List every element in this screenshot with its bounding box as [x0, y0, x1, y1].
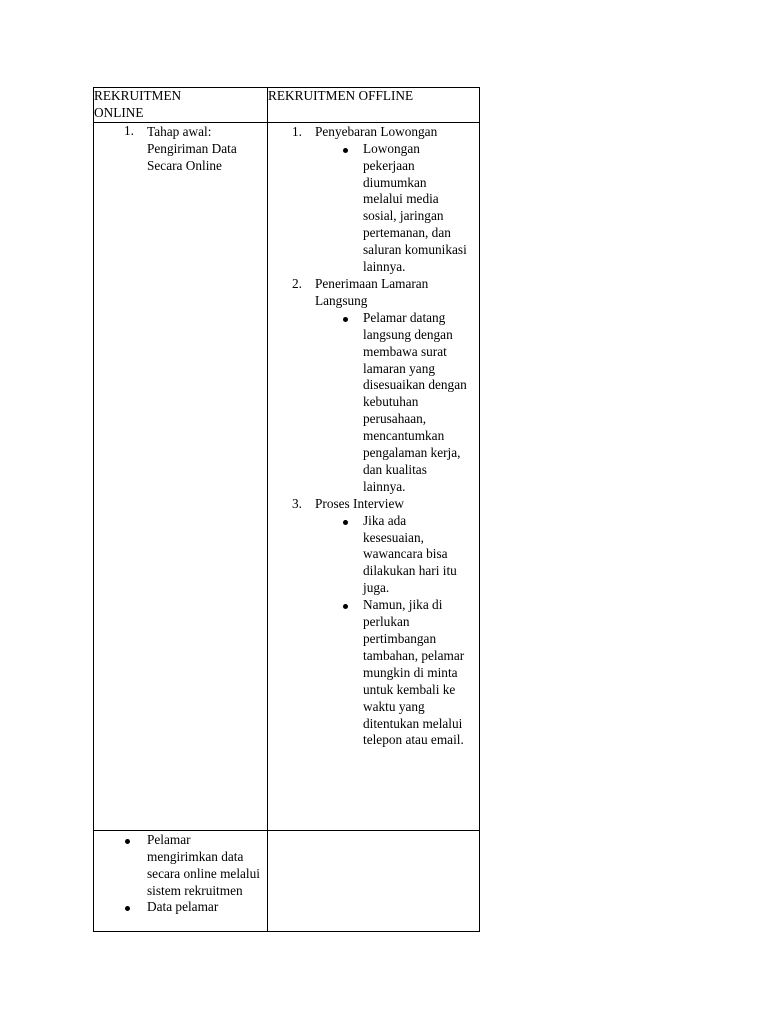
- offline-step-3-bullet-1: [268, 513, 471, 598]
- recruitment-comparison-table: [93, 87, 480, 932]
- bullet-icon: [343, 148, 348, 153]
- bullet-icon: [343, 604, 348, 609]
- offline-step-2-bullet-1-text: Pelamar datang langsung dengan membawa surat lamaran yang disesuaikan dengan kebutuhan perusahaan, mencantumkan pengalaman kerja, dan kualitas lainnya.: [363, 309, 467, 494]
- bullet-icon: [125, 839, 130, 844]
- offline-step-2-bullet-1: [268, 310, 473, 496]
- offline-step-1-bullet-1: [268, 141, 473, 276]
- bullet-icon: [125, 906, 130, 911]
- steps-row: [94, 122, 480, 830]
- online-bullets-cell: [94, 830, 268, 931]
- offline-step-1-number: 1.: [292, 123, 302, 139]
- offline-step-3-title: Proses Interview: [315, 495, 404, 511]
- online-bullet-1: [94, 832, 267, 900]
- online-step-1-number: 1.: [124, 122, 134, 138]
- offline-step-3-number: 3.: [292, 495, 302, 511]
- online-steps-cell: [94, 122, 268, 830]
- offline-empty-cell: [268, 830, 480, 931]
- online-step-1-text: Tahap awal: Pengiriman Data Secara Online: [147, 123, 237, 173]
- offline-step-list: [268, 123, 479, 750]
- offline-step-2-title: Penerimaan Lamaran Langsung: [315, 275, 429, 308]
- offline-step-2: [268, 276, 455, 310]
- online-bullet-1-text: Pelamar mengirimkan data secara online melalui sistem rekruitmen: [147, 831, 260, 898]
- header-online-label: REKRUITMEN ONLINE: [94, 88, 182, 120]
- offline-steps-cell: [268, 122, 480, 830]
- online-step-1: [94, 123, 265, 175]
- online-bullet-2: [94, 899, 267, 916]
- offline-step-1-title: Penyebaran Lowongan: [315, 123, 438, 139]
- header-offline-label: REKRUITMEN OFFLINE: [268, 88, 414, 103]
- header-row: [94, 88, 480, 123]
- bullet-icon: [343, 520, 348, 525]
- offline-step-3: [268, 496, 475, 513]
- offline-step-2-number: 2.: [292, 275, 302, 291]
- online-bullet-list: [94, 831, 267, 917]
- bullet-icon: [343, 317, 348, 322]
- offline-step-3-bullet-2-text: Namun, jika di perlukan pertimbangan tambahan, pelamar mungkin di minta untuk kembali ke waktu yang ditentukan melalui telepon atau email.: [363, 597, 465, 748]
- header-offline: [268, 88, 480, 123]
- offline-step-1: [268, 124, 475, 141]
- offline-step-1-bullet-1-text: Lowongan pekerjaan diumumkan melalui media sosial, jaringan pertemanan, dan saluran komunikasi lainnya.: [363, 140, 467, 275]
- offline-step-3-bullet-2: [268, 597, 471, 749]
- bullets-row: [94, 830, 480, 931]
- header-online: [94, 88, 268, 123]
- online-bullet-2-text: Data pelamar: [147, 899, 219, 915]
- offline-step-3-bullet-1-text: Jika ada kesesuaian, wawancara bisa dilakukan hari itu juga.: [363, 512, 457, 596]
